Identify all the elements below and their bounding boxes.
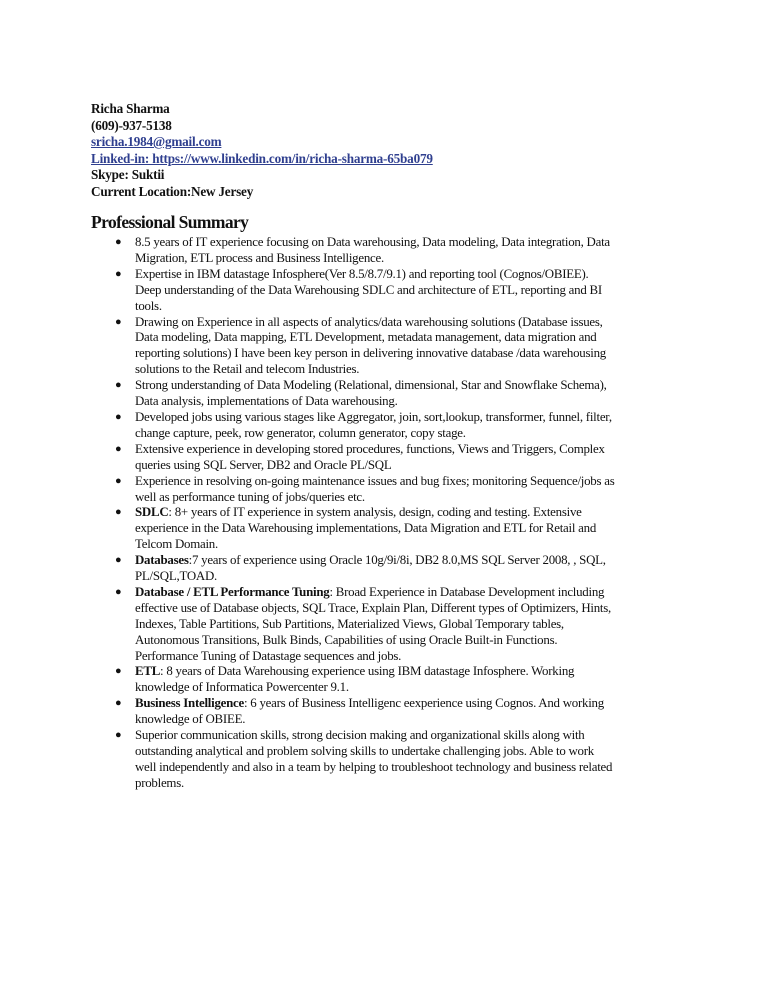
summary-bullet-item	[0, 728, 681, 792]
bullet-line: Autonomous Transitions, Bulk Binds, Capabilities of using Oracle Built-in Functions.	[135, 632, 558, 647]
phone-number: (609)-937-5138	[91, 117, 172, 133]
bullet-line: Data analysis, implementations of Data warehousing.	[135, 394, 398, 409]
bullet-line: Expertise in IBM datastage Infosphere(Ver 8.5/8.7/9.1) and reporting tool (Cognos/OBIEE).	[135, 266, 589, 281]
skype-id: Skype: Suktii	[91, 167, 165, 183]
bullet-line	[135, 696, 681, 712]
summary-bullet-item	[0, 267, 681, 315]
summary-bullet-item	[0, 235, 681, 267]
bullet-line: knowledge of OBIEE.	[135, 712, 246, 727]
bullet-line: effective use of Database objects, SQL Trace, Explain Plan, Different types of Optimizers, Hints,	[135, 600, 611, 615]
bullet-dot-icon: ●	[115, 315, 122, 328]
summary-bullet-item	[0, 442, 681, 474]
bullet-line: experience in the Data Warehousing implementations, Data Migration and ETL for Retail and	[135, 521, 597, 536]
bullet-lead-label: SDLC	[135, 505, 169, 520]
bullet-line: Indexes, Table Partitions, Sub Partitions, Materialized Views, Global Temporary tables,	[135, 616, 564, 631]
bullet-lead-label: Database / ETL Performance Tuning	[135, 584, 330, 599]
bullet-line: well independently and also in a team by helping to troubleshoot technology and business related	[135, 759, 613, 774]
current-location: Current Location:New Jersey	[91, 183, 254, 199]
bullet-line-text: : 6 years of Business Intelligenc eexperience using Cognos. And working	[244, 696, 604, 711]
bullet-dot-icon: ●	[115, 410, 122, 423]
summary-bullet-item	[0, 664, 681, 696]
summary-bullet-item	[0, 553, 681, 585]
summary-bullet-item	[0, 505, 681, 553]
bullet-lead-label: Databases	[135, 553, 189, 568]
bullet-line	[135, 664, 681, 680]
candidate-name: Richa Sharma	[91, 101, 170, 116]
bullet-dot-icon: ●	[115, 267, 122, 280]
linkedin-link[interactable]: Linked-in: https://www.linkedin.com/in/richa-sharma-65ba079	[91, 150, 433, 166]
bullet-dot-icon: ●	[115, 665, 122, 678]
bullet-line: Strong understanding of Data Modeling (Relational, dimensional, Star and Snowflake Schema),	[135, 378, 607, 393]
bullet-line	[135, 553, 681, 569]
section-title-professional-summary: Professional Summary	[91, 212, 249, 232]
bullet-line: Drawing on Experience in all aspects of analytics/data warehousing solutions (Database issues,	[135, 314, 603, 329]
bullet-dot-icon: ●	[115, 506, 122, 519]
bullet-line: well as performance tuning of jobs/queries etc.	[135, 489, 365, 504]
bullet-line: queries using SQL Server, DB2 and Oracle PL/SQL	[135, 457, 392, 472]
summary-bullet-list	[0, 235, 768, 792]
bullet-line: Telcom Domain.	[135, 537, 218, 552]
bullet-line: Superior communication skills, strong decision making and organizational skills along with	[135, 728, 585, 743]
bullet-line: reporting solutions) I have been key person in delivering innovative database /data warehousing	[135, 346, 606, 361]
bullet-line: Experience in resolving on-going maintenance issues and bug fixes; monitoring Sequence/jobs as	[135, 473, 615, 488]
bullet-dot-icon: ●	[115, 585, 122, 598]
bullet-line: Extensive experience in developing stored procedures, functions, Views and Triggers, Complex	[135, 441, 605, 456]
bullet-dot-icon: ●	[115, 442, 122, 455]
bullet-dot-icon: ●	[115, 554, 122, 567]
bullet-line	[135, 585, 681, 601]
bullet-line: solutions to the Retail and telecom Industries.	[135, 362, 360, 377]
bullet-line: Migration, ETL process and Business Intelligence.	[135, 250, 384, 265]
summary-bullet-item	[0, 378, 681, 410]
bullet-dot-icon: ●	[115, 729, 122, 742]
email-link[interactable]: sricha.1984@gmail.com	[91, 134, 222, 150]
bullet-line: tools.	[135, 298, 162, 313]
bullet-line-text: : 8+ years of IT experience in system analysis, design, coding and testing. Extensive	[168, 505, 582, 520]
bullet-dot-icon: ●	[115, 474, 122, 487]
bullet-dot-icon: ●	[115, 379, 122, 392]
bullet-line-text: : 8 years of Data Warehousing experience using IBM datastage Infosphere. Working	[160, 664, 575, 679]
bullet-line: PL/SQL,TOAD.	[135, 569, 217, 584]
bullet-line: change capture, peek, row generator, column generator, copy stage.	[135, 425, 466, 440]
bullet-dot-icon: ●	[115, 697, 122, 710]
bullet-line: Deep understanding of the Data Warehousing SDLC and architecture of ETL, reporting and BI	[135, 282, 602, 297]
bullet-line: Performance Tuning of Datastage sequences and jobs.	[135, 648, 402, 663]
bullet-line: knowledge of Informatica Powercenter 9.1.	[135, 680, 349, 695]
contact-block	[91, 101, 691, 201]
bullet-line: outstanding analytical and problem solving skills to undertake challenging jobs. Able to work	[135, 744, 594, 758]
summary-bullet-item	[0, 696, 681, 728]
bullet-lead-label: Business Intelligence	[135, 696, 244, 711]
bullet-line: Developed jobs using various stages like Aggregator, join, sort,lookup, transformer, funnel, filter,	[135, 409, 612, 424]
bullet-line	[135, 505, 681, 521]
bullet-line: 8.5 years of IT experience focusing on Data warehousing, Data modeling, Data integration, Data	[135, 235, 610, 249]
bullet-line-text: : Broad Experience in Database Development including	[329, 584, 605, 599]
bullet-lead-label: ETL	[135, 664, 161, 679]
summary-bullet-item	[0, 585, 681, 665]
bullet-line: problems.	[135, 775, 184, 790]
bullet-dot-icon: ●	[115, 236, 122, 248]
bullet-line: Data modeling, Data mapping, ETL Development, metadata management, data migration and	[135, 330, 597, 345]
summary-bullet-item	[0, 410, 681, 442]
summary-bullet-item	[0, 315, 681, 379]
summary-bullet-item	[0, 474, 681, 506]
bullet-line-text: :7 years of experience using Oracle 10g/9i/8i, DB2 8.0,MS SQL Server 2008, , SQL,	[188, 553, 606, 568]
